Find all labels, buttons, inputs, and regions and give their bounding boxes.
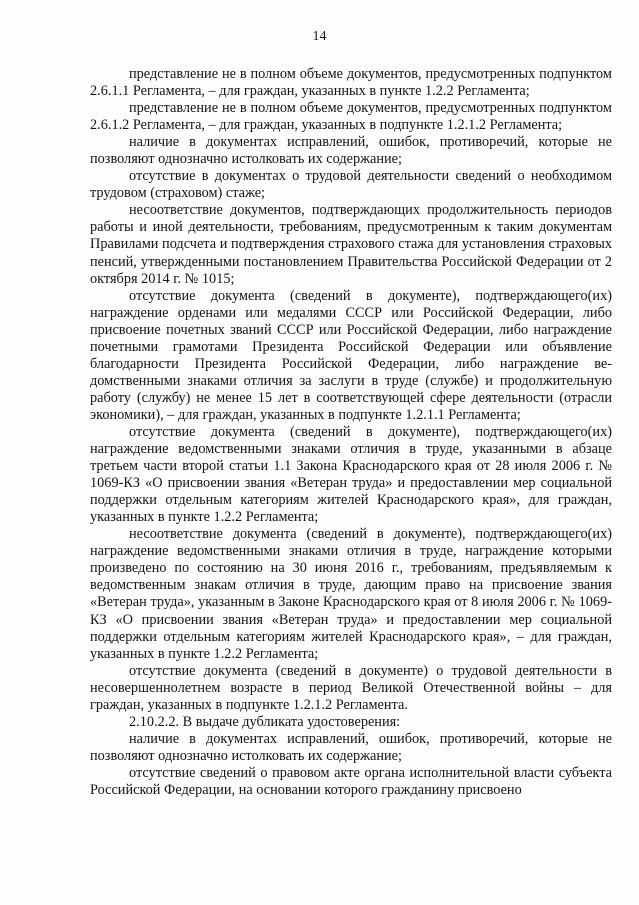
paragraph-incomplete-docs-1-2-2: представление не в полном объеме документов, предусмотренных подпунктом 2.6.1.1 Регламента, – для граждан, указанных в пункте 1.2.2 Регламента;: [90, 66, 612, 100]
paragraph-incomplete-docs-1-2-1-2: представление не в полном объеме документов, предусмотренных подпунктом 2.6.1.2 Регламента, – для граждан, указанных в подпункте 1.2.1.2 Регламента;: [90, 100, 612, 134]
paragraph-no-seniority-info: отсутствие в документах о трудовой деятельности сведений о необходимом трудовом (страховом) стаже;: [90, 168, 612, 202]
paragraph-no-departmental-award-document: отсутствие документа (сведений в документе), подтверждающего(их) награждение ведомственными знаками отличия в труде, указанными в абзаце третьем части второй статьи 1.1 Закона Краснодарского края от 28 июля 2006 г. № 1069-КЗ «О присвоении звания «Ветеран труда» и предоставлении мер социальной поддержки отдельным категориям жителей Краснодарского края», для граждан, указанных в пункте 1.2.2 Регламента;: [90, 423, 612, 526]
page-number: 14: [312, 29, 327, 44]
paragraph-departmental-award-nonconformity: несоответствие документа (сведений в документе), подтверждающего(их) награждение ведомственными знаками отличия в труде, награждение которыми произведено по состоянию на 30 июня 2016 г., требованиям, предъявляемым к ведомственным знакам отличия в труде, дающим право на присвоение звания «Ветеран труда», указанным в Законе Краснодарского края от 8 июля 2006 г. № 1069-КЗ «О присвоении звания «Ветеран труда» и предоставлении мер социальной поддержки отдельным категориям жителей Краснодарского края», – для граждан, указанных в пункте 1.2.2 Регламента;: [90, 526, 612, 662]
paragraph-no-award-document: отсутствие документа (сведений в документе), подтверждающего(их) награждение орденами или медалями СССР или Российской Федерации, либо присвоение почетных званий СССР или Российской Федерации, либо награждение почетными грамотами Президента Российской Федерации или объявление благодарности Президента Российской Федерации, либо награждение ведомственными знаками отличия за заслуги в труде (службе) и продолжительную работу (службу) не менее 15 лет в соответствующей сфере деятельности (отрасли экономики), – для граждан, указанных в подпункте 1.2.1.1 Регламента;: [90, 287, 612, 423]
subsection-heading-duplicate: 2.10.2.2. В выдаче дубликата удостоверения:: [129, 713, 401, 730]
paragraph-duplicate-corrections-errors: наличие в документах исправлений, ошибок, противоречий, которые не позволяют однозначно истолковать их содержание;: [90, 730, 612, 764]
paragraph-no-wartime-work-document: отсутствие документа (сведений в документе) о трудовой деятельности в несовершеннолетнем возрасте в период Великой Отечественной войны – для граждан, указанных в подпункте 1.2.1.2 Регламента.: [90, 662, 612, 713]
document-body: [90, 66, 612, 799]
paragraph-corrections-errors: наличие в документах исправлений, ошибок, противоречий, которые не позволяют однозначно истолковать их содержание;: [90, 134, 612, 168]
paragraph-docs-nonconformity: несоответствие документов, подтверждающих продолжительность периодов работы и иной деятельности, требованиям, предусмотренным к таким документам Правилами подсчета и подтверждения страхового стажа для установления страховых пенсий, утвержденными постановлением Правительства Российской Федерации от 2 октября 2014 г. № 1015;: [90, 202, 612, 287]
paragraph-no-legal-act-info: отсутствие сведений о правовом акте органа исполнительной власти субъекта Российской Федерации, на основании которого гражданину присвоено: [90, 764, 612, 798]
